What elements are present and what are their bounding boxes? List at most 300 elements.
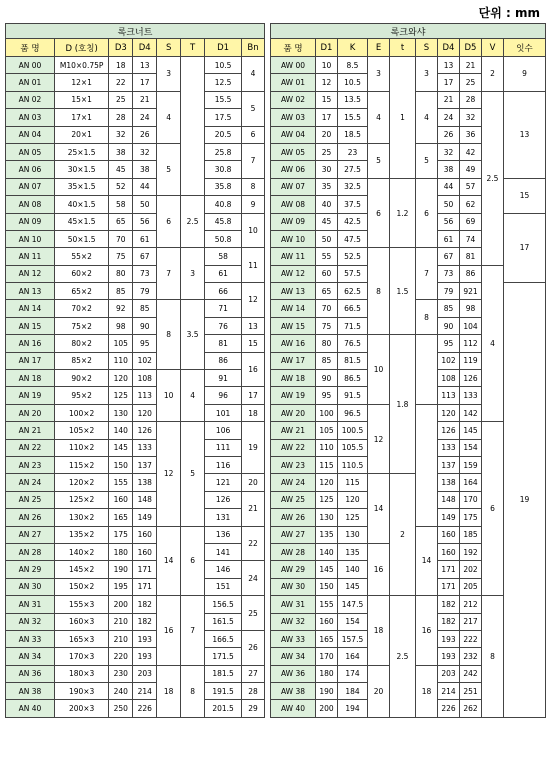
table-cell: 200 [316,700,338,717]
table-cell: 47.5 [338,230,368,247]
table-cell: 15 [504,178,546,213]
table-cell: 3 [416,57,438,92]
table-cell: 25 [460,74,482,91]
table-cell: 222 [460,630,482,647]
table-cell: 56 [438,213,460,230]
table-cell: 157.5 [338,630,368,647]
table-cell: 145 [316,561,338,578]
table-cell: 35×1.5 [54,178,108,195]
right-header-2: K [338,39,368,57]
table-cell: 1.5 [390,248,416,335]
table-cell: 65 [316,283,338,300]
table-cell: 101 [205,404,242,421]
table-row [6,161,265,178]
part-number-cell: AN 27 [6,526,55,543]
table-cell: 194 [338,700,368,717]
part-number-cell: AN 19 [6,387,55,404]
table-cell: 148 [133,491,157,508]
table-cell: 55×2 [54,248,108,265]
table-cell: 86 [205,352,242,369]
table-cell: 25 [109,91,133,108]
table-cell: 121 [205,474,242,491]
part-number-cell: AN 31 [6,596,55,613]
table-cell: 98 [109,317,133,334]
table-cell: 120×2 [54,474,108,491]
table-cell: 80 [316,335,338,352]
table-row [6,474,265,491]
left-header-1: D (호칭) [54,39,108,57]
table-cell: 5 [157,143,181,195]
table-cell: 71 [205,300,242,317]
table-cell: 57 [460,178,482,195]
table-cell: 15×1 [54,91,108,108]
table-cell: 181.5 [205,665,242,682]
table-row [6,57,265,74]
table-cell: 26 [133,126,157,143]
table-cell: 50 [133,196,157,213]
left-header-3: D4 [133,39,157,57]
table-cell: 14 [416,526,438,596]
part-number-cell: AN 25 [6,491,55,508]
table-cell: 95 [438,335,460,352]
table-row [6,317,265,334]
lockwasher-title: 록크와샤 [271,24,546,39]
table-cell: 45 [109,161,133,178]
table-cell: 130 [338,526,368,543]
table-row [6,648,265,665]
table-cell: 201.5 [205,700,242,717]
table-cell: 113 [438,387,460,404]
locknut-title: 록크너트 [6,24,265,39]
part-number-cell: AN 04 [6,126,55,143]
table-cell: 150×2 [54,578,108,595]
table-cell: 165 [109,509,133,526]
table-cell: 52 [109,178,133,195]
table-cell: 66 [205,283,242,300]
table-cell: 110 [316,439,338,456]
table-cell: 17 [504,213,546,283]
part-number-cell: AW 14 [271,300,316,317]
table-cell: 12 [368,404,390,474]
table-cell: 8 [482,596,504,718]
table-cell: 21 [133,91,157,108]
table-cell: 4 [157,91,181,143]
table-cell: 160 [438,543,460,560]
table-cell: 28 [460,91,482,108]
table-cell: 32 [438,143,460,160]
table-cell: 160×3 [54,613,108,630]
table-cell: 119 [460,352,482,369]
table-cell: 61 [438,230,460,247]
part-number-cell: AN 28 [6,543,55,560]
table-cell: 14 [368,474,390,544]
table-row [6,543,265,560]
table-cell: 25×1.5 [54,143,108,160]
part-number-cell: AN 08 [6,196,55,213]
table-cell: 160 [133,526,157,543]
table-cell: 61 [133,230,157,247]
table-cell: 40 [316,196,338,213]
table-cell: 145×2 [54,561,108,578]
table-cell: 40×1.5 [54,196,108,213]
table-cell: 203 [438,665,460,682]
part-number-cell: AN 30 [6,578,55,595]
table-cell: 115 [338,474,368,491]
table-cell: 182 [133,613,157,630]
table-cell: 28 [242,683,265,700]
table-cell: 138 [438,474,460,491]
part-number-cell: AW 26 [271,509,316,526]
part-number-cell: AN 17 [6,352,55,369]
table-cell: 81 [460,248,482,265]
table-cell: 120 [438,404,460,421]
table-cell: 140 [109,422,133,439]
table-cell: 29 [242,700,265,717]
table-row [6,596,265,613]
part-number-cell: AW 18 [271,370,316,387]
table-cell: 98 [460,300,482,317]
table-cell: 69 [460,213,482,230]
left-header-7: Bn [242,39,265,57]
table-cell: 90 [316,370,338,387]
table-cell: 42 [460,143,482,160]
table-cell: 3 [157,57,181,92]
table-cell: 156.5 [205,596,242,613]
table-cell: 37.5 [338,196,368,213]
table-cell: 15.5 [205,91,242,108]
table-cell: 159 [460,456,482,473]
part-number-cell: AW 31 [271,596,316,613]
table-cell: 8 [181,665,205,717]
table-cell: 44 [133,178,157,195]
table-cell: 50.8 [205,230,242,247]
table-cell: 50×1.5 [54,230,108,247]
table-cell: 4 [416,91,438,143]
table-cell: 154 [460,439,482,456]
table-cell: 200×3 [54,700,108,717]
table-cell: 155 [109,474,133,491]
part-number-cell: AW 38 [271,683,316,700]
table-cell: 75×2 [54,317,108,334]
part-number-cell: AN 00 [6,57,55,74]
table-cell: 12.5 [205,74,242,91]
table-cell: 81.5 [338,352,368,369]
table-cell: 10.5 [338,74,368,91]
table-cell: 195 [109,578,133,595]
table-cell: 73 [133,265,157,282]
table-cell: 13 [133,57,157,74]
table-cell: 90 [438,317,460,334]
table-cell: 50 [438,196,460,213]
table-cell: 70 [109,230,133,247]
table-cell: 110 [109,352,133,369]
table-cell: 10.5 [205,57,242,74]
table-cell: 96.5 [338,404,368,421]
part-number-cell: AW 32 [271,613,316,630]
table-cell: 108 [438,370,460,387]
table-cell: 50 [316,230,338,247]
right-header-6: D4 [438,39,460,57]
table-cell: 17 [133,74,157,91]
part-number-cell: AW 24 [271,474,316,491]
table-cell: 4 [482,265,504,422]
table-cell: 126 [133,422,157,439]
table-cell: 12×1 [54,74,108,91]
table-cell: 149 [133,509,157,526]
table-cell: 79 [133,283,157,300]
table-cell: 214 [133,683,157,700]
table-cell: 30.8 [205,161,242,178]
table-cell: 130 [316,509,338,526]
table-cell: 8 [157,300,181,370]
table-cell: 921 [460,283,482,300]
table-cell: 18.5 [338,126,368,143]
table-cell: 65×2 [54,283,108,300]
table-cell: 214 [438,683,460,700]
part-number-cell: AW 28 [271,543,316,560]
part-number-cell: AN 16 [6,335,55,352]
table-cell: 38 [438,161,460,178]
table-row [6,74,265,91]
table-row [6,91,265,108]
table-cell: 10 [242,213,265,248]
table-cell: 102 [133,352,157,369]
table-cell: 1.2 [390,178,416,248]
part-number-cell: AW 13 [271,283,316,300]
table-cell: 193 [133,630,157,647]
table-cell: 58 [109,196,133,213]
table-cell: 151 [205,578,242,595]
part-number-cell: AN 32 [6,613,55,630]
table-cell: 42.5 [338,213,368,230]
table-cell: 8 [416,300,438,335]
unit-label: 단위 : mm [478,6,540,20]
table-cell: 161.5 [205,613,242,630]
part-number-cell: AW 17 [271,352,316,369]
table-cell: M10×0.75P [54,57,108,74]
table-cell: 76.5 [338,335,368,352]
table-cell: 18 [157,665,181,717]
table-cell: 140×2 [54,543,108,560]
table-cell: 85 [133,300,157,317]
table-cell: 5 [181,422,205,526]
table-cell: 105 [109,335,133,352]
table-cell: 85 [316,352,338,369]
table-cell: 125×2 [54,491,108,508]
part-number-cell: AN 18 [6,370,55,387]
table-cell: 38 [109,143,133,160]
table-cell: 7 [181,596,205,666]
table-cell: 35 [316,178,338,195]
table-row [6,491,265,508]
table-row [6,126,265,143]
part-number-cell: AW 07 [271,178,316,195]
table-cell: 17 [316,109,338,126]
table-cell: 180 [109,543,133,560]
table-cell: 232 [460,648,482,665]
right-header-5: S [416,39,438,57]
part-number-cell: AW 20 [271,404,316,421]
table-cell: 1.8 [390,335,416,474]
right-header-3: E [368,39,390,57]
table-cell: 202 [460,561,482,578]
table-cell: 10 [157,370,181,422]
table-cell: 133 [438,439,460,456]
table-cell: 120 [338,491,368,508]
part-number-cell: AN 07 [6,178,55,195]
table-cell: 125 [338,509,368,526]
table-cell: 8.5 [338,57,368,74]
right-header-9: 잇수 [504,39,546,57]
table-row [6,178,265,195]
table-cell: 1 [390,57,416,179]
table-cell: 45.8 [205,213,242,230]
part-number-cell: AN 12 [6,265,55,282]
part-number-cell: AW 00 [271,57,316,74]
table-cell: 76 [205,317,242,334]
table-row [6,613,265,630]
table-cell: 81 [205,335,242,352]
part-number-cell: AW 15 [271,317,316,334]
table-cell: 17×1 [54,109,108,126]
table-row [6,109,265,126]
table-cell: 28 [109,109,133,126]
table-row [6,422,265,439]
table-cell: 55 [316,248,338,265]
table-cell: 190 [109,561,133,578]
table-cell: 32 [109,126,133,143]
table-cell: 85 [438,300,460,317]
table-cell: 203 [133,665,157,682]
table-cell: 170×3 [54,648,108,665]
table-cell: 67 [438,248,460,265]
table-cell: 6 [368,178,390,248]
part-number-cell: AN 15 [6,317,55,334]
table-cell: 140 [316,543,338,560]
table-cell: 57.5 [338,265,368,282]
table-cell: 67 [133,248,157,265]
right-header-8: V [482,39,504,57]
table-cell: 16 [368,543,390,595]
table-cell: 62.5 [338,283,368,300]
table-cell: 9 [504,57,546,92]
table-cell: 9 [242,196,265,213]
table-cell: 104 [460,317,482,334]
table-cell: 71.5 [338,317,368,334]
table-cell: 20.5 [205,126,242,143]
table-cell: 12 [316,74,338,91]
table-row [6,370,265,387]
table-cell: 79 [438,283,460,300]
part-number-cell: AN 10 [6,230,55,247]
table-cell: 14 [157,526,181,596]
table-cell: 4 [181,370,205,422]
part-number-cell: AN 24 [6,474,55,491]
table-cell: 191.5 [205,683,242,700]
table-cell: 70×2 [54,300,108,317]
table-cell: 58 [205,248,242,265]
table-cell: 21 [438,91,460,108]
table-cell: 86.5 [338,370,368,387]
part-number-cell: AW 30 [271,578,316,595]
table-cell: 155 [316,596,338,613]
table-cell: 22 [242,526,265,561]
table-cell: 6 [157,196,181,248]
table-row [6,230,265,247]
part-number-cell: AN 33 [6,630,55,647]
table-cell: 120 [109,370,133,387]
table-cell: 190×3 [54,683,108,700]
table-cell: 40.8 [205,196,242,213]
locknut-table [5,23,265,718]
table-cell: 3 [368,57,390,92]
table-cell: 262 [460,700,482,717]
table-cell: 27 [242,665,265,682]
table-cell: 171 [133,578,157,595]
table-row [6,665,265,682]
table-cell: 131 [205,509,242,526]
table-cell: 102 [438,352,460,369]
table-cell: 145 [460,422,482,439]
table-cell: 6 [242,126,265,143]
table-cell: 25.8 [205,143,242,160]
table-row [6,526,265,543]
table-cell: 6 [416,178,438,248]
table-row [6,196,265,213]
table-cell: 36 [460,126,482,143]
table-cell: 175 [109,526,133,543]
table-cell: 174 [338,665,368,682]
table-cell: 10 [368,335,390,405]
table-cell [416,335,438,405]
table-cell: 3 [181,248,205,300]
table-cell: 125 [316,491,338,508]
table-row [6,578,265,595]
table-row [6,509,265,526]
table-cell: 25 [242,596,265,631]
table-cell: 2.5 [482,91,504,265]
table-cell: 62 [460,196,482,213]
table-row [6,283,265,300]
table-cell: 16 [416,596,438,666]
right-header-7: D5 [460,39,482,57]
table-cell: 148 [438,491,460,508]
right-header-4: t [390,39,416,57]
table-row [6,700,265,717]
table-cell: 240 [109,683,133,700]
table-cell: 230 [109,665,133,682]
table-cell: 24 [133,109,157,126]
part-number-cell: AW 02 [271,91,316,108]
table-cell: 147.5 [338,596,368,613]
left-header-2: D3 [109,39,133,57]
table-cell: 150 [109,456,133,473]
table-cell: 7 [416,248,438,300]
table-cell: 66.5 [338,300,368,317]
table-cell: 250 [109,700,133,717]
table-cell: 106 [205,422,242,439]
table-cell: 13 [242,317,265,334]
table-cell: 74 [460,230,482,247]
table-cell: 20 [368,665,390,717]
table-cell: 80×2 [54,335,108,352]
table-cell: 135 [316,526,338,543]
table-cell: 85 [109,283,133,300]
table-cell: 8 [242,178,265,195]
table-cell: 100×2 [54,404,108,421]
table-cell: 105.5 [338,439,368,456]
table-cell: 73 [438,265,460,282]
